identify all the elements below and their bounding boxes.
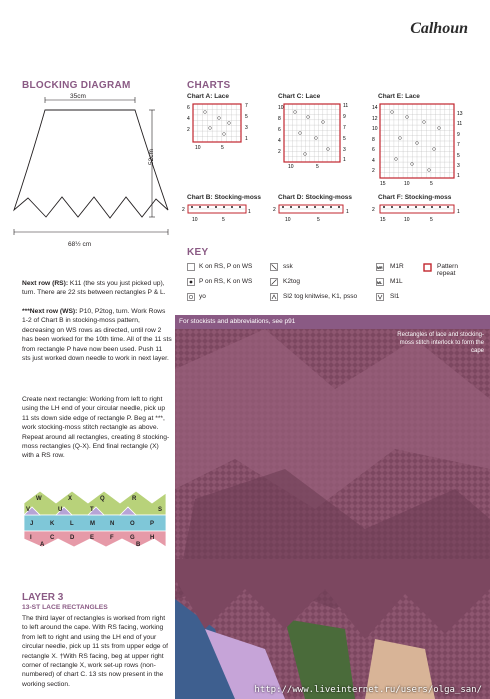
chart-a-grid — [187, 102, 257, 150]
chart-f-grid — [372, 203, 464, 223]
mini-label-f: F — [110, 535, 114, 541]
svg-text:2: 2 — [273, 207, 276, 213]
svg-text:6: 6 — [187, 105, 190, 111]
svg-text:14: 14 — [372, 105, 378, 111]
mini-label-x: X — [68, 496, 73, 502]
svg-text:10: 10 — [404, 181, 410, 186]
svg-text:2: 2 — [278, 149, 281, 155]
paragraph-4: The third layer of rectangles is worked from right to left around the cape. With RS facing, working from left to right and using the LH end of your circular needle, pick up 11 sts from upper edge of rectangle X. †With RS facing, beg at upper right corner of rectangle X, work set-up rows (non-numbered) of chart C. 13 sts now present in the working section. — [22, 615, 168, 688]
blocking-diagram — [8, 92, 173, 257]
svg-text:10: 10 — [192, 217, 198, 223]
chart-c-title: Chart C: Lace — [278, 93, 321, 100]
mini-label-w: W — [36, 496, 42, 502]
svg-text:7: 7 — [245, 103, 248, 109]
chart-a-title: Chart A: Lace — [187, 93, 230, 100]
m1r-glyph: MR — [377, 266, 383, 270]
mini-label-l: L — [70, 521, 74, 527]
svg-text:8: 8 — [372, 137, 375, 143]
mini-label-s: S — [158, 507, 163, 513]
svg-text:2: 2 — [372, 207, 375, 213]
svg-text:1: 1 — [343, 157, 346, 163]
key-label-k2tog: K2tog — [283, 278, 300, 285]
m1r-symbol-icon — [376, 263, 384, 271]
photo-caption: Rectangles of lace and stocking-moss stitch interlock to form the cape — [397, 332, 484, 354]
mini-label-g: G — [130, 535, 135, 541]
svg-text:9: 9 — [457, 132, 460, 138]
key-label-m1r: M1R — [390, 263, 404, 270]
svg-text:10: 10 — [285, 217, 291, 223]
svg-text:10: 10 — [372, 126, 378, 132]
bottom-width-label: 68½ cm — [68, 241, 92, 248]
svg-text:3: 3 — [457, 163, 460, 169]
chart-d-title: Chart D: Stocking-moss — [278, 194, 353, 201]
svg-text:15: 15 — [380, 181, 386, 186]
svg-text:10: 10 — [404, 217, 410, 223]
chart-e-grid — [372, 102, 464, 186]
svg-text:5: 5 — [430, 217, 433, 223]
svg-text:8: 8 — [278, 116, 281, 122]
svg-text:5: 5 — [245, 114, 248, 120]
mini-label-k: K — [50, 521, 55, 527]
svg-text:4: 4 — [278, 138, 281, 144]
svg-text:11: 11 — [457, 121, 463, 127]
stockists-banner: For stockists and abbreviations, see p91 — [175, 315, 490, 329]
k2tog-symbol-icon — [270, 278, 278, 286]
svg-text:2: 2 — [187, 127, 190, 133]
mini-label-t: T — [90, 507, 94, 513]
svg-text:10: 10 — [195, 145, 201, 150]
watermark: http://www.liveinternet.ru/users/olga_san/ — [254, 685, 482, 695]
chart-c-grid — [278, 102, 350, 168]
p1-bold: Next row (RS): — [22, 280, 69, 287]
svg-text:4: 4 — [372, 158, 375, 164]
svg-text:2: 2 — [372, 168, 375, 174]
yo-symbol-icon — [187, 293, 195, 301]
chart-b-grid — [182, 203, 254, 223]
height-label: 52cm — [148, 149, 155, 165]
svg-text:9: 9 — [343, 114, 346, 120]
purl-symbol-icon — [187, 278, 195, 286]
svg-text:3: 3 — [245, 125, 248, 131]
blocking-heading: BLOCKING DIAGRAM — [22, 80, 131, 91]
svg-text:4: 4 — [187, 116, 190, 122]
mini-label-o: O — [130, 521, 135, 527]
svg-text:5: 5 — [316, 164, 319, 168]
knitted-cape-photo — [175, 329, 490, 699]
mini-label-e: E — [90, 535, 95, 541]
layer-heading: LAYER 3 — [22, 592, 64, 603]
p2-text: P10, P2tog, turn. Work Rows 1-2 of Chart B in stocking-moss pattern, decreasing on WS rows as directed, until row 2 has been worked for the 10th time. All of the 11 sts from rectangle P have now been used. Push 11 sts just worked down needle to work in next layer. — [22, 308, 172, 363]
svg-text:10: 10 — [288, 164, 294, 168]
mini-label-i: I — [30, 535, 32, 541]
chart-e-title: Chart E: Lace — [378, 93, 420, 100]
svg-text:1: 1 — [248, 209, 251, 215]
mini-label-h: H — [150, 535, 155, 541]
page-title: Calhoun — [410, 20, 468, 37]
knit-texture — [175, 329, 490, 699]
svg-text:11: 11 — [343, 103, 349, 109]
svg-text:5: 5 — [430, 181, 433, 186]
key-label-ssk: ssk — [283, 263, 293, 270]
mini-label-j: J — [30, 521, 34, 527]
svg-text:1: 1 — [245, 136, 248, 142]
mini-label-m: M — [90, 521, 95, 527]
paragraph-2 — [22, 307, 172, 363]
key-label-purl: P on RS, K on WS — [199, 278, 253, 285]
sl2-symbol-icon — [270, 293, 278, 301]
key-label-pattern-repeat: Pattern repeat — [437, 263, 458, 277]
svg-text:5: 5 — [221, 145, 224, 150]
svg-text:5: 5 — [343, 136, 346, 142]
key-label-sl1: Sl1 — [390, 293, 400, 300]
paragraph-3: Create next rectangle: Working from left to right using the LH end of your circular needle, pick up 11 sts down side edge of rectangle P. Beg at ***, work stocking-moss stitch rectangle as above. Repeat around all rectangles, creating 8 stocking-moss rectangles (Q-X). End final rectangle (X) with a RS row. — [22, 396, 170, 460]
mini-label-p: P — [150, 521, 155, 527]
svg-text:7: 7 — [457, 142, 460, 148]
svg-text:5: 5 — [222, 217, 225, 223]
key-label-sl2: Sl2 tog knitwise, K1, psso — [283, 293, 358, 300]
m1l-glyph: ML — [377, 281, 383, 285]
svg-text:1: 1 — [457, 173, 460, 179]
pattern-repeat-icon — [423, 263, 432, 272]
svg-text:1: 1 — [457, 209, 460, 215]
mini-label-c: C — [50, 535, 55, 541]
chart-f-title: Chart F: Stocking-moss — [378, 194, 452, 201]
paragraph-1 — [22, 279, 172, 298]
mini-label-q: Q — [100, 496, 105, 502]
m1l-symbol-icon — [376, 278, 384, 286]
svg-text:5: 5 — [457, 153, 460, 159]
rectangle-layout-diagram — [20, 487, 170, 549]
knit-symbol-icon — [187, 263, 195, 271]
mini-label-r: R — [132, 496, 137, 502]
svg-text:6: 6 — [278, 127, 281, 133]
mini-label-b: B — [136, 542, 141, 548]
key-heading: KEY — [187, 247, 209, 258]
svg-text:12: 12 — [372, 116, 378, 122]
p2-bold: ***Next row (WS): — [22, 308, 78, 315]
mini-label-n: N — [110, 521, 115, 527]
svg-text:15: 15 — [380, 217, 386, 223]
charts-heading: CHARTS — [187, 80, 231, 91]
svg-text:1: 1 — [346, 209, 349, 215]
layer-subheading: 13-ST LACE RECTANGLES — [22, 604, 108, 611]
chart-d-grid — [273, 203, 353, 223]
svg-text:6: 6 — [372, 147, 375, 153]
key-label-yo: yo — [199, 293, 206, 300]
p1-text: K11 (the sts you just picked up), turn. There are 22 sts between rectangles P & L. — [22, 280, 166, 297]
key-label-m1l: M1L — [390, 278, 403, 285]
svg-text:5: 5 — [317, 217, 320, 223]
chart-b-title: Chart B: Stocking-moss — [187, 194, 262, 201]
svg-text:10: 10 — [278, 105, 284, 111]
mini-label-a: A — [40, 542, 45, 548]
mini-label-u: U — [58, 507, 63, 513]
ssk-symbol-icon — [270, 263, 278, 271]
top-width-label: 35cm — [70, 93, 86, 100]
key-label-knit: K on RS, P on WS — [199, 263, 253, 270]
mini-label-d: D — [70, 535, 75, 541]
svg-text:7: 7 — [343, 125, 346, 131]
sl1-symbol-icon — [376, 293, 384, 301]
svg-text:3: 3 — [343, 147, 346, 153]
svg-text:13: 13 — [457, 111, 463, 117]
mini-label-v: V — [26, 507, 31, 513]
svg-text:2: 2 — [182, 207, 185, 213]
